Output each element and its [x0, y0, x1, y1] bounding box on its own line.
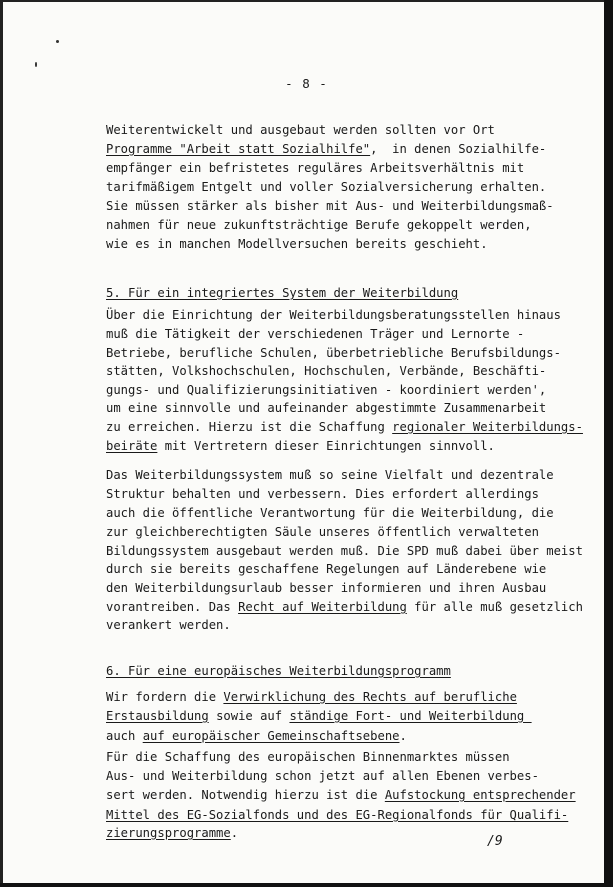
text-line [106, 560, 546, 578]
text-run: verankert werden. [106, 618, 231, 632]
text-line [106, 344, 561, 362]
text-line [106, 767, 539, 785]
text-run: Struktur behalten und verbessern. Dies erfordert allerdings [106, 487, 539, 501]
text-run: . [399, 729, 407, 743]
text-run: Sie müssen stärker als bisher mit Aus- und Weiterbildungsmaß- [106, 199, 554, 213]
text-run: zur gleichberechtigten Säule unseres öffentlich verwalteten [106, 525, 539, 539]
underlined-text: 6. Für eine europäisches Weiterbildungsprogramm [106, 664, 451, 678]
scan-speck [56, 40, 59, 43]
text-run: , in denen Sozialhilfe- [370, 142, 547, 156]
text-line [106, 485, 539, 503]
underlined-text: Verwirklichung des Rechts auf berufliche [223, 690, 517, 704]
text-line [106, 598, 583, 616]
text-run: muß die Tätigkeit der verschiedenen Träger und Lernorte - [106, 327, 525, 341]
text-line [106, 727, 407, 745]
text-line [106, 707, 532, 725]
text-line [106, 216, 532, 234]
text-line [106, 616, 231, 634]
text-line [106, 542, 583, 560]
text-run: gungs- und Qualifizierungsinitiativen - koordiniert werden', [106, 383, 547, 397]
text-line [106, 748, 510, 766]
text-line [106, 381, 546, 399]
scan-edge-left [0, 0, 3, 887]
scan-edge-right [604, 0, 613, 887]
text-line [106, 466, 554, 484]
text-run: Das Weiterbildungssystem muß so seine Vielfalt und dezentrale [106, 468, 554, 482]
text-line [106, 325, 524, 343]
text-run: . [230, 826, 239, 840]
text-line [106, 121, 495, 139]
text-line [106, 437, 495, 455]
text-line [106, 178, 546, 196]
underlined-text: Mittel des EG-Sozialfonds und des EG-Regionalfonds für Qualifi- [106, 808, 569, 822]
text-run: durch sie bereits geschaffene Regelungen auf Länderebene wie [106, 562, 547, 576]
text-run: sert werden. Notwendig hierzu ist die [106, 788, 385, 802]
page-number: - 8 - [285, 76, 328, 91]
underlined-text: regionaler Weiterbildungs- [392, 420, 583, 434]
text-line [106, 579, 546, 597]
scan-speck [35, 62, 37, 67]
text-line [106, 418, 583, 436]
text-line [106, 399, 546, 417]
text-run: Wir fordern die [106, 690, 224, 704]
text-run: mit Vertretern dieser Einrichtungen sinnvoll. [157, 439, 495, 453]
text-line [106, 159, 524, 177]
underlined-text: Erstausbildung [106, 709, 209, 723]
scan-edge-top [0, 0, 613, 2]
text-run: tarifmäßigem Entgelt und voller Sozialversicherung erhalten. [106, 180, 547, 194]
text-line [106, 504, 554, 522]
text-run: Aus- und Weiterbildung schon jetzt auf allen Ebenen verbes- [106, 769, 539, 783]
text-run: Für die Schaffung des europäischen Binnenmarktes müssen [106, 750, 510, 764]
text-run: Bildungssystem ausgebaut werden muß. Die SPD muß dabei über meist [106, 544, 583, 558]
text-line [106, 824, 238, 842]
text-line [106, 786, 576, 804]
underlined-text: ständige Fort- und Weiterbildung [289, 709, 532, 723]
text-line [106, 197, 554, 215]
text-run: auch die öffentliche Verantwortung für die Weiterbildung, die [106, 506, 554, 520]
text-line [106, 662, 451, 680]
text-line [106, 806, 568, 824]
underlined-text: beiräte [106, 439, 158, 453]
text-run: auch [106, 729, 143, 743]
underlined-text: Aufstockung entsprechender [384, 788, 576, 802]
next-page-marker: /9 [487, 834, 503, 849]
underlined-text: Recht auf Weiterbildung [238, 600, 407, 614]
underlined-text: 5. Für ein integriertes System der Weiterbildung [106, 286, 459, 300]
text-run: für alle muß gesetzlich [406, 600, 583, 614]
text-run: empfänger ein befristetes reguläres Arbeitsverhältnis mit [106, 161, 525, 175]
text-run: nahmen für neue zukunftsträchtige Berufe gekoppelt werden, [106, 218, 532, 232]
text-run: Über die Einrichtung der Weiterbildungsberatungsstellen hinaus [106, 308, 561, 322]
text-line [106, 235, 488, 253]
scan-edge-bottom [0, 883, 613, 887]
text-run: stätten, Volkshochschulen, Hochschulen, Verbände, Beschäfti- [106, 364, 547, 378]
text-run: Betriebe, berufliche Schulen, überbetriebliche Berufsbildungs- [106, 346, 561, 360]
text-run: zu erreichen. Hierzu ist die Schaffung [106, 420, 393, 434]
text-line [106, 688, 517, 706]
text-line [106, 140, 546, 158]
text-run: Weiterentwickelt und ausgebaut werden sollten vor Ort [106, 123, 495, 137]
text-line [106, 306, 561, 324]
text-run: den Weiterbildungsurlaub besser informieren und ihren Ausbau [106, 581, 547, 595]
text-line [106, 523, 539, 541]
text-line [106, 284, 458, 302]
underlined-text: auf europäischer Gemeinschaftsebene [142, 729, 400, 743]
text-run: sowie auf [208, 709, 290, 723]
text-run: wie es in manchen Modellversuchen bereits geschieht. [106, 237, 488, 251]
underlined-text: Programme "Arbeit statt Sozialhilfe" [106, 142, 371, 156]
text-run: vorantreiben. Das [106, 600, 239, 614]
underlined-text: zierungsprogramme [106, 826, 231, 840]
text-run: um eine sinnvolle und aufeinander abgestimmte Zusammenarbeit [106, 401, 547, 415]
text-line [106, 362, 546, 380]
